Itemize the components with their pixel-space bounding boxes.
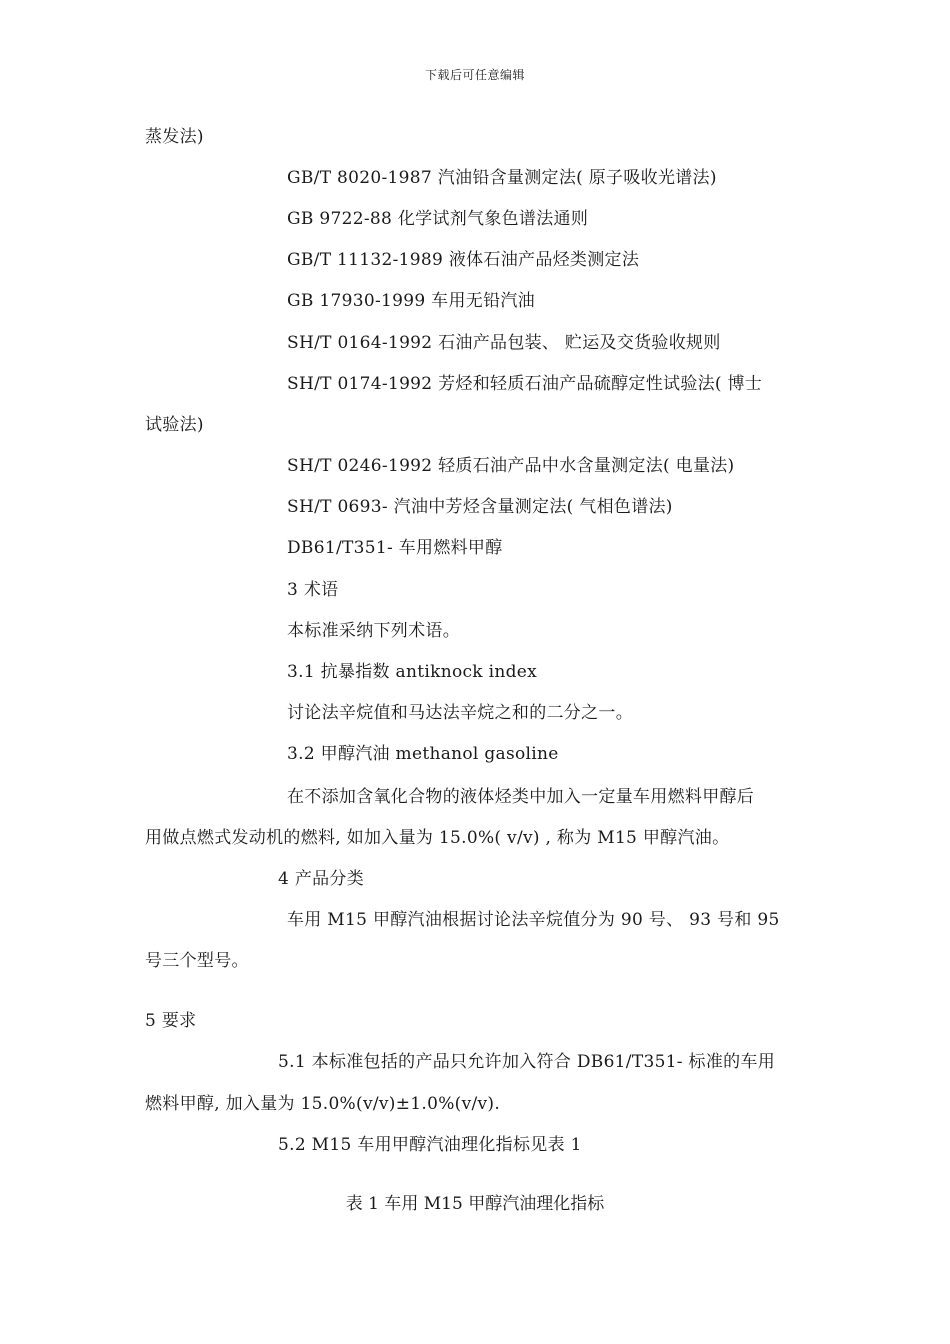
text-line: GB/T 8020-1987 汽油铅含量测定法( 原子吸收光谱法) xyxy=(287,168,717,188)
text-line: 讨论法辛烷值和马达法辛烷之和的二分之一。 xyxy=(287,703,633,723)
text-line: GB/T 11132-1989 液体石油产品烃类测定法 xyxy=(287,250,640,270)
text-line: 在不添加含氧化合物的液体烃类中加入一定量车用燃料甲醇后 xyxy=(287,787,755,807)
text-line: 车用 M15 甲醇汽油根据讨论法辛烷值分为 90 号、 93 号和 95 xyxy=(287,910,780,930)
text-line: GB 17930-1999 车用无铅汽油 xyxy=(287,291,535,311)
text-line: SH/T 0164-1992 石油产品包装、 贮运及交货验收规则 xyxy=(287,333,721,353)
text-line: 5.2 M15 车用甲醇汽油理化指标见表 1 xyxy=(278,1135,582,1155)
text-line: 用做点燃式发动机的燃料, 如加入量为 15.0%( v/v) , 称为 M15 甲醇汽油。 xyxy=(145,828,730,848)
section-heading: 4 产品分类 xyxy=(278,869,365,889)
text-line: GB 9722-88 化学试剂气象色谱法通则 xyxy=(287,209,589,229)
text-line: SH/T 0693- 汽油中芳烃含量测定法( 气相色谱法) xyxy=(287,497,673,517)
section-heading: 5 要求 xyxy=(145,1011,197,1031)
table-caption: 表 1 车用 M15 甲醇汽油理化指标 xyxy=(345,1194,605,1214)
text-line: SH/T 0174-1992 芳烃和轻质石油产品硫醇定性试验法( 博士 xyxy=(287,374,763,394)
text-line: 燃料甲醇, 加入量为 15.0%(v/v)±1.0%(v/v). xyxy=(145,1094,501,1114)
text-line: 5.1 本标准包括的产品只允许加入符合 DB61/T351- 标准的车用 xyxy=(278,1052,776,1072)
text-line: SH/T 0246-1992 轻质石油产品中水含量测定法( 电量法) xyxy=(287,456,735,476)
page-header: 下载后可任意编辑 xyxy=(424,68,525,82)
subsection-heading: 3.2 甲醇汽油 methanol gasoline xyxy=(287,744,559,764)
section-heading: 3 术语 xyxy=(287,580,339,600)
text-line: 号三个型号。 xyxy=(145,951,249,971)
text-line: DB61/T351- 车用燃料甲醇 xyxy=(287,538,503,558)
text-line: 本标准采纳下列术语。 xyxy=(287,621,460,641)
subsection-heading: 3.1 抗暴指数 antiknock index xyxy=(287,662,538,682)
text-line: 试验法) xyxy=(145,415,204,435)
text-line: 蒸发法) xyxy=(145,127,204,147)
